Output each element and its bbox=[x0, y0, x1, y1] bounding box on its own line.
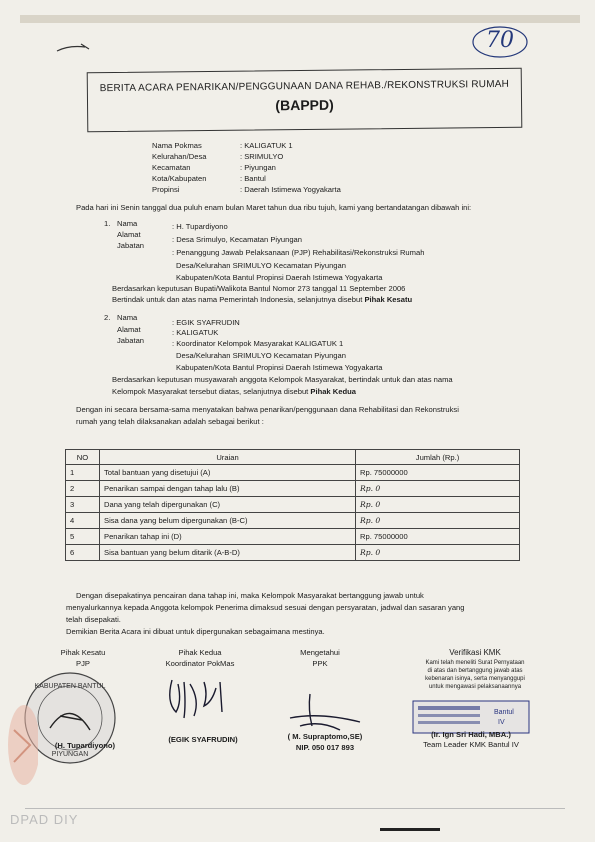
signer-nip: NIP. 050 017 893 bbox=[295, 743, 355, 752]
svg-text:PIYUNGAN: PIYUNGAN bbox=[51, 751, 89, 758]
table-row bbox=[66, 481, 520, 497]
party-position-line: Kabupaten/Kota Bantul Propinsi Daerah Istimewa Yogyakarta bbox=[176, 273, 383, 282]
closing-line: Demikian Berita Acara ini dibuat untuk dipergunakan sebagaimana mestinya. bbox=[66, 627, 325, 636]
info-value: : KALIGATUK 1 bbox=[240, 141, 293, 150]
party-name: : H. Tupardiyono bbox=[172, 222, 228, 231]
info-value: : Daerah Istimewa Yogyakarta bbox=[240, 185, 341, 194]
signer-title: Mengetahui bbox=[300, 648, 340, 657]
party-label: Nama bbox=[117, 219, 138, 228]
party-address: : Desa Srimulyo, Kecamatan Piyungan bbox=[172, 235, 303, 244]
table-cell-desc: Total bantuan yang disetujui (A) bbox=[100, 465, 356, 481]
archive-watermark: DPAD DIY bbox=[10, 812, 79, 827]
svg-text:IV: IV bbox=[498, 719, 505, 726]
party-position-line: Kabupaten/Kota Bantul Propinsi Daerah Istimewa Yogyakarta bbox=[176, 363, 383, 372]
info-label: Propinsi bbox=[152, 185, 180, 194]
signer-role: PPK bbox=[312, 659, 328, 668]
party-number: 2. bbox=[104, 313, 111, 322]
info-label: Kota/Kabupaten bbox=[152, 174, 207, 183]
bottom-mark bbox=[380, 828, 440, 831]
table-cell-no: 3 bbox=[66, 497, 100, 513]
table-cell-desc: Sisa bantuan yang belum ditarik (A-B-D) bbox=[100, 545, 356, 561]
signer-title: Verifikasi KMK bbox=[449, 648, 501, 657]
table-cell-desc: Penarikan tahap ini (D) bbox=[100, 529, 356, 545]
info-value: : SRIMULYO bbox=[240, 152, 284, 161]
opening-paragraph: Pada hari ini Senin tanggal dua puluh enam bulan Maret tahun dua ribu tujuh, kami yang bertandatangan dibawah ini: bbox=[76, 203, 472, 212]
verification-text: untuk mengawasi pelaksanaannya bbox=[428, 684, 522, 690]
table-cell-amount: Rp. 0 bbox=[356, 545, 520, 561]
verification-text: Kami telah meneliti Surat Pernyataan bbox=[425, 660, 525, 666]
signer-name: (H. Tupardiyono) bbox=[54, 741, 116, 750]
party-number: 1. bbox=[104, 219, 111, 228]
pen-stroke-mark bbox=[55, 40, 95, 54]
party-position: : Penanggung Jawab Pelaksanaan (PJP) Rehabilitasi/Rekonstruksi Rumah bbox=[172, 248, 425, 257]
party-address: : KALIGATUK bbox=[172, 328, 219, 337]
party-label: Nama bbox=[117, 313, 138, 322]
party-decree: Berdasarkan keputusan musyawarah anggota Kelompok Masyarakat, bertindak untuk dan atas nama bbox=[112, 375, 453, 384]
handwritten-signature bbox=[160, 672, 240, 727]
handwritten-page-number: 70 bbox=[470, 22, 530, 62]
party-label: Alamat bbox=[117, 325, 141, 334]
table-cell-no: 6 bbox=[66, 545, 100, 561]
table-cell-desc: Dana yang telah dipergunakan (C) bbox=[100, 497, 356, 513]
table-cell-amount: Rp. 75000000 bbox=[356, 465, 520, 481]
table-cell-no: 5 bbox=[66, 529, 100, 545]
table-row bbox=[66, 513, 520, 529]
table-header: Uraian bbox=[100, 450, 356, 465]
party-role-note: Bertindak untuk dan atas nama Pemerintah Indonesia, selanjutnya disebut Pihak Kesatu bbox=[112, 295, 413, 304]
party-label: Jabatan bbox=[117, 336, 145, 345]
info-label: Kecamatan bbox=[152, 163, 191, 172]
party-position: : Koordinator Kelompok Masyarakat KALIGATUK 1 bbox=[172, 339, 344, 348]
document-title-abbrev: (BAPPD) bbox=[275, 96, 334, 114]
party-position-line: Desa/Kelurahan SRIMULYO Kecamatan Piyungan bbox=[176, 351, 346, 360]
table-row bbox=[66, 529, 520, 545]
table-cell-amount: Rp. 75000000 bbox=[356, 529, 520, 545]
title-box bbox=[87, 68, 523, 133]
closing-line: menyalurkannya kepada Anggota kelompok Penerima dimaksud sesuai dengan persyaratan, jadwal dan sasaran yang bbox=[66, 603, 465, 612]
verifier-role: Team Leader KMK Bantul IV bbox=[423, 740, 519, 749]
table-cell-no: 4 bbox=[66, 513, 100, 529]
statement-line: rumah yang telah dilaksanakan adalah sebagai berikut : bbox=[76, 417, 264, 426]
info-value: : Bantul bbox=[240, 174, 266, 183]
party-role-note: Kelompok Masyarakat tersebut diatas, selanjutnya disebut Pihak Kedua bbox=[112, 387, 356, 396]
table-cell-desc: Penarikan sampai dengan tahap lalu (B) bbox=[100, 481, 356, 497]
party-name: : EGIK SYAFRUDIN bbox=[172, 318, 240, 327]
table-cell-amount: Rp. 0 bbox=[356, 513, 520, 529]
verification-text: di atas dan bertanggung jawab atas bbox=[427, 668, 523, 674]
party-decree: Berdasarkan keputusan Bupati/Walikota Bantul Nomor 273 tanggal 11 September 2006 bbox=[112, 284, 406, 293]
table-cell-amount: Rp. 0 bbox=[356, 497, 520, 513]
kmk-stamp bbox=[412, 700, 530, 734]
svg-text:Bantul: Bantul bbox=[494, 709, 514, 716]
table-header: NO bbox=[66, 450, 100, 465]
signer-title: Pihak Kesatu bbox=[60, 648, 106, 657]
verification-text: kebenaran isinya, serta menyanggupi bbox=[425, 676, 525, 682]
svg-text:KABUPATEN BANTUL: KABUPATEN BANTUL bbox=[34, 683, 106, 690]
info-value: : Piyungan bbox=[240, 163, 276, 172]
table-row bbox=[66, 497, 520, 513]
closing-line: Dengan disepakatinya pencairan dana tahap ini, maka Kelompok Masyarakat bertanggung jawab untuk bbox=[76, 591, 424, 600]
party-position-line: Desa/Kelurahan SRIMULYO Kecamatan Piyungan bbox=[176, 261, 346, 270]
table-row bbox=[66, 465, 520, 481]
table-cell-no: 2 bbox=[66, 481, 100, 497]
party-label: Alamat bbox=[117, 230, 141, 239]
statement-line: Dengan ini secara bersama-sama menyatakan bahwa penarikan/penggunaan dana Rehabilitasi dan Rekonstruksi bbox=[76, 405, 459, 414]
signer-title: Pihak Kedua bbox=[178, 648, 222, 657]
document-title: BERITA ACARA PENARIKAN/PENGGUNAAN DANA REHAB./REKONSTRUKSI RUMAH bbox=[99, 78, 510, 95]
table-header-row bbox=[66, 450, 520, 465]
signer-name: ( M. Supraptomo,SE) bbox=[287, 732, 363, 741]
info-label: Nama Pokmas bbox=[152, 141, 202, 150]
fund-table bbox=[65, 449, 520, 561]
table-row bbox=[66, 545, 520, 561]
signer-name: (EGIK SYAFRUDIN) bbox=[168, 735, 238, 744]
bottom-rule bbox=[25, 808, 565, 809]
handwritten-signature bbox=[280, 690, 370, 735]
table-cell-amount: Rp. 0 bbox=[356, 481, 520, 497]
verifier-name: (Ir. Ign Sri Hadi, MBA.) bbox=[431, 730, 511, 739]
garuda-emblem bbox=[2, 700, 38, 790]
table-cell-no: 1 bbox=[66, 465, 100, 481]
table-header: Jumlah (Rp.) bbox=[356, 450, 520, 465]
table-cell-desc: Sisa dana yang belum dipergunakan (B-C) bbox=[100, 513, 356, 529]
signer-role: Koordinator PokMas bbox=[165, 659, 235, 668]
closing-line: telah disepakati. bbox=[66, 615, 121, 624]
signer-role: PJP bbox=[76, 659, 90, 668]
info-label: Kelurahan/Desa bbox=[152, 152, 207, 161]
party-label: Jabatan bbox=[117, 241, 145, 250]
